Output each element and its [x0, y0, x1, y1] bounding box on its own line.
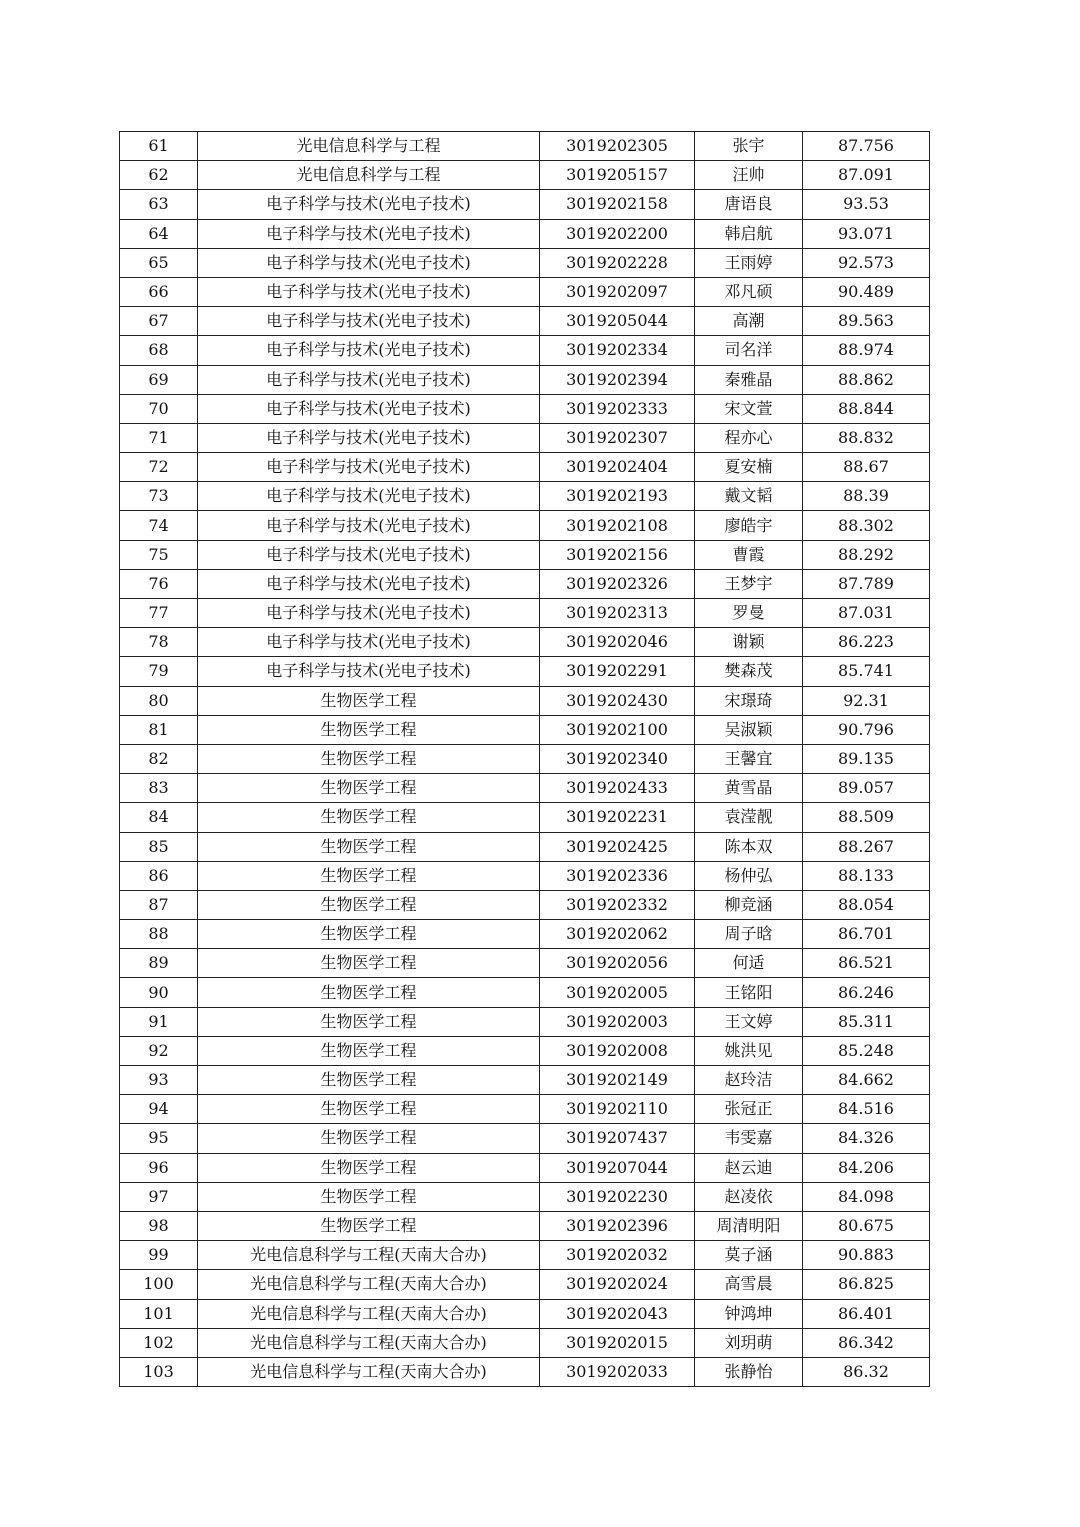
student-id-cell: 3019202307 — [540, 423, 695, 452]
student-id-cell: 3019202425 — [540, 832, 695, 861]
rank-cell: 76 — [120, 569, 198, 598]
student-id-cell: 3019202230 — [540, 1182, 695, 1211]
rank-cell: 87 — [120, 890, 198, 919]
score-cell: 87.031 — [803, 599, 930, 628]
table-row — [120, 920, 930, 949]
major-cell: 电子科学与技术(光电子技术) — [198, 394, 540, 423]
score-cell: 84.326 — [803, 1124, 930, 1153]
score-cell: 86.223 — [803, 628, 930, 657]
rank-cell: 61 — [120, 132, 198, 161]
student-name-cell: 赵云迪 — [695, 1153, 803, 1182]
student-id-cell: 3019202024 — [540, 1270, 695, 1299]
score-cell: 93.53 — [803, 190, 930, 219]
rank-cell: 68 — [120, 336, 198, 365]
student-id-cell: 3019205044 — [540, 307, 695, 336]
rank-cell: 80 — [120, 686, 198, 715]
major-cell: 生物医学工程 — [198, 832, 540, 861]
rank-cell: 85 — [120, 832, 198, 861]
student-id-cell: 3019202156 — [540, 540, 695, 569]
rank-cell: 62 — [120, 161, 198, 190]
score-cell: 88.133 — [803, 861, 930, 890]
table-row — [120, 1007, 930, 1036]
student-id-cell: 3019202005 — [540, 978, 695, 1007]
table-row — [120, 1124, 930, 1153]
student-id-cell: 3019202326 — [540, 569, 695, 598]
student-name-cell: 刘玥萌 — [695, 1328, 803, 1357]
student-name-cell: 罗曼 — [695, 599, 803, 628]
student-id-cell: 3019202433 — [540, 774, 695, 803]
major-cell: 电子科学与技术(光电子技术) — [198, 307, 540, 336]
major-cell: 生物医学工程 — [198, 744, 540, 773]
student-name-cell: 王梦宇 — [695, 569, 803, 598]
major-cell: 电子科学与技术(光电子技术) — [198, 540, 540, 569]
score-cell: 85.311 — [803, 1007, 930, 1036]
major-cell: 电子科学与技术(光电子技术) — [198, 423, 540, 452]
student-name-cell: 王雨婷 — [695, 248, 803, 277]
student-id-cell: 3019202394 — [540, 365, 695, 394]
student-id-cell: 3019207044 — [540, 1153, 695, 1182]
score-cell: 86.701 — [803, 920, 930, 949]
student-id-cell: 3019207437 — [540, 1124, 695, 1153]
table-row — [120, 540, 930, 569]
student-name-cell: 秦雅晶 — [695, 365, 803, 394]
student-name-cell: 戴文韬 — [695, 482, 803, 511]
student-name-cell: 韩启航 — [695, 219, 803, 248]
major-cell: 光电信息科学与工程 — [198, 161, 540, 190]
rank-cell: 79 — [120, 657, 198, 686]
score-cell: 86.521 — [803, 949, 930, 978]
score-cell: 90.883 — [803, 1241, 930, 1270]
score-cell: 88.292 — [803, 540, 930, 569]
score-cell: 88.054 — [803, 890, 930, 919]
rank-cell: 74 — [120, 511, 198, 540]
rank-cell: 65 — [120, 248, 198, 277]
table-row — [120, 248, 930, 277]
student-name-cell: 宋璟琦 — [695, 686, 803, 715]
table-row — [120, 190, 930, 219]
rank-cell: 81 — [120, 715, 198, 744]
rank-cell: 71 — [120, 423, 198, 452]
rank-cell: 73 — [120, 482, 198, 511]
student-name-cell: 王馨宜 — [695, 744, 803, 773]
student-name-cell: 宋文萱 — [695, 394, 803, 423]
student-id-cell: 3019202396 — [540, 1211, 695, 1240]
table-row — [120, 861, 930, 890]
rank-cell: 102 — [120, 1328, 198, 1357]
score-cell: 86.342 — [803, 1328, 930, 1357]
score-cell: 86.825 — [803, 1270, 930, 1299]
major-cell: 电子科学与技术(光电子技术) — [198, 365, 540, 394]
score-cell: 92.573 — [803, 248, 930, 277]
table-row — [120, 1328, 930, 1357]
major-cell: 生物医学工程 — [198, 861, 540, 890]
rank-cell: 78 — [120, 628, 198, 657]
table-row — [120, 365, 930, 394]
major-cell: 生物医学工程 — [198, 890, 540, 919]
major-cell: 电子科学与技术(光电子技术) — [198, 482, 540, 511]
score-cell: 84.662 — [803, 1066, 930, 1095]
rank-cell: 83 — [120, 774, 198, 803]
student-id-cell: 3019202032 — [540, 1241, 695, 1270]
student-id-cell: 3019202097 — [540, 277, 695, 306]
student-id-cell: 3019202149 — [540, 1066, 695, 1095]
student-name-cell: 曹霞 — [695, 540, 803, 569]
major-cell: 生物医学工程 — [198, 686, 540, 715]
table-row — [120, 511, 930, 540]
table-row — [120, 423, 930, 452]
major-cell: 光电信息科学与工程(天南大合办) — [198, 1328, 540, 1357]
score-cell: 85.248 — [803, 1036, 930, 1065]
table-row — [120, 1066, 930, 1095]
score-cell: 89.135 — [803, 744, 930, 773]
student-name-cell: 汪帅 — [695, 161, 803, 190]
student-name-cell: 姚洪见 — [695, 1036, 803, 1065]
table-row — [120, 1270, 930, 1299]
score-cell: 89.057 — [803, 774, 930, 803]
major-cell: 光电信息科学与工程(天南大合办) — [198, 1357, 540, 1386]
rank-cell: 94 — [120, 1095, 198, 1124]
student-id-cell: 3019202108 — [540, 511, 695, 540]
rank-cell: 92 — [120, 1036, 198, 1065]
table-row — [120, 949, 930, 978]
rank-cell: 70 — [120, 394, 198, 423]
major-cell: 电子科学与技术(光电子技术) — [198, 569, 540, 598]
score-cell: 88.832 — [803, 423, 930, 452]
major-cell: 电子科学与技术(光电子技术) — [198, 277, 540, 306]
table-row — [120, 1211, 930, 1240]
score-cell: 84.098 — [803, 1182, 930, 1211]
student-name-cell: 王铭阳 — [695, 978, 803, 1007]
major-cell: 电子科学与技术(光电子技术) — [198, 657, 540, 686]
student-name-cell: 柳竞涵 — [695, 890, 803, 919]
score-cell: 90.489 — [803, 277, 930, 306]
rank-cell: 101 — [120, 1299, 198, 1328]
table-row — [120, 1241, 930, 1270]
student-id-cell: 3019202231 — [540, 803, 695, 832]
student-id-cell: 3019202046 — [540, 628, 695, 657]
major-cell: 电子科学与技术(光电子技术) — [198, 599, 540, 628]
major-cell: 电子科学与技术(光电子技术) — [198, 219, 540, 248]
rank-cell: 99 — [120, 1241, 198, 1270]
table-row — [120, 336, 930, 365]
table-row — [120, 394, 930, 423]
student-name-cell: 唐语良 — [695, 190, 803, 219]
rank-cell: 100 — [120, 1270, 198, 1299]
student-name-cell: 夏安楠 — [695, 453, 803, 482]
student-id-cell: 3019205157 — [540, 161, 695, 190]
major-cell: 电子科学与技术(光电子技术) — [198, 511, 540, 540]
student-name-cell: 周子晗 — [695, 920, 803, 949]
table-row — [120, 686, 930, 715]
table-row — [120, 715, 930, 744]
student-id-cell: 3019202228 — [540, 248, 695, 277]
student-id-cell: 3019202313 — [540, 599, 695, 628]
student-id-cell: 3019202200 — [540, 219, 695, 248]
student-id-cell: 3019202100 — [540, 715, 695, 744]
table-row — [120, 277, 930, 306]
table-row — [120, 453, 930, 482]
rank-cell: 98 — [120, 1211, 198, 1240]
student-name-cell: 杨仲弘 — [695, 861, 803, 890]
major-cell: 生物医学工程 — [198, 920, 540, 949]
rank-cell: 67 — [120, 307, 198, 336]
table-row — [120, 832, 930, 861]
major-cell: 光电信息科学与工程(天南大合办) — [198, 1299, 540, 1328]
student-name-cell: 张冠正 — [695, 1095, 803, 1124]
major-cell: 电子科学与技术(光电子技术) — [198, 248, 540, 277]
student-name-cell: 王文婷 — [695, 1007, 803, 1036]
student-id-cell: 3019202340 — [540, 744, 695, 773]
student-name-cell: 陈本双 — [695, 832, 803, 861]
table-row — [120, 657, 930, 686]
student-name-cell: 谢颖 — [695, 628, 803, 657]
rank-cell: 95 — [120, 1124, 198, 1153]
score-cell: 88.509 — [803, 803, 930, 832]
student-id-cell: 3019202334 — [540, 336, 695, 365]
major-cell: 电子科学与技术(光电子技术) — [198, 336, 540, 365]
student-id-cell: 3019202193 — [540, 482, 695, 511]
score-cell: 84.206 — [803, 1153, 930, 1182]
score-cell: 86.401 — [803, 1299, 930, 1328]
student-id-cell: 3019202110 — [540, 1095, 695, 1124]
score-cell: 87.789 — [803, 569, 930, 598]
table-row — [120, 1153, 930, 1182]
major-cell: 生物医学工程 — [198, 1066, 540, 1095]
rank-cell: 88 — [120, 920, 198, 949]
rank-cell: 86 — [120, 861, 198, 890]
table-row — [120, 219, 930, 248]
student-id-cell: 3019202056 — [540, 949, 695, 978]
student-name-cell: 程亦心 — [695, 423, 803, 452]
rank-cell: 77 — [120, 599, 198, 628]
table-row — [120, 132, 930, 161]
score-cell: 88.39 — [803, 482, 930, 511]
student-name-cell: 袁滢靓 — [695, 803, 803, 832]
student-id-cell: 3019202404 — [540, 453, 695, 482]
student-id-cell: 3019202332 — [540, 890, 695, 919]
table-row — [120, 978, 930, 1007]
major-cell: 电子科学与技术(光电子技术) — [198, 190, 540, 219]
rank-cell: 93 — [120, 1066, 198, 1095]
score-cell: 80.675 — [803, 1211, 930, 1240]
major-cell: 电子科学与技术(光电子技术) — [198, 453, 540, 482]
major-cell: 生物医学工程 — [198, 949, 540, 978]
table-row — [120, 1036, 930, 1065]
major-cell: 生物医学工程 — [198, 1036, 540, 1065]
student-id-cell: 3019202158 — [540, 190, 695, 219]
major-cell: 生物医学工程 — [198, 715, 540, 744]
student-name-cell: 高潮 — [695, 307, 803, 336]
student-name-cell: 张静怡 — [695, 1357, 803, 1386]
major-cell: 光电信息科学与工程(天南大合办) — [198, 1241, 540, 1270]
table-row — [120, 1182, 930, 1211]
score-cell: 88.67 — [803, 453, 930, 482]
major-cell: 生物医学工程 — [198, 1153, 540, 1182]
major-cell: 生物医学工程 — [198, 978, 540, 1007]
score-cell: 84.516 — [803, 1095, 930, 1124]
major-cell: 生物医学工程 — [198, 1007, 540, 1036]
score-cell: 90.796 — [803, 715, 930, 744]
score-table — [119, 131, 930, 1387]
table-row — [120, 307, 930, 336]
major-cell: 生物医学工程 — [198, 1124, 540, 1153]
table-row — [120, 599, 930, 628]
student-name-cell: 韦雯嘉 — [695, 1124, 803, 1153]
student-id-cell: 3019202033 — [540, 1357, 695, 1386]
student-id-cell: 3019202062 — [540, 920, 695, 949]
score-cell: 93.071 — [803, 219, 930, 248]
student-name-cell: 赵凌依 — [695, 1182, 803, 1211]
table-row — [120, 774, 930, 803]
student-name-cell: 黄雪晶 — [695, 774, 803, 803]
rank-cell: 96 — [120, 1153, 198, 1182]
major-cell: 生物医学工程 — [198, 803, 540, 832]
student-id-cell: 3019202336 — [540, 861, 695, 890]
rank-cell: 63 — [120, 190, 198, 219]
table-row — [120, 890, 930, 919]
student-name-cell: 吴淑颖 — [695, 715, 803, 744]
student-name-cell: 周清明阳 — [695, 1211, 803, 1240]
rank-cell: 72 — [120, 453, 198, 482]
student-id-cell: 3019202291 — [540, 657, 695, 686]
student-name-cell: 莫子涵 — [695, 1241, 803, 1270]
student-name-cell: 廖皓宇 — [695, 511, 803, 540]
score-cell: 86.246 — [803, 978, 930, 1007]
rank-cell: 89 — [120, 949, 198, 978]
table-row — [120, 803, 930, 832]
student-id-cell: 3019202003 — [540, 1007, 695, 1036]
student-name-cell: 邓凡硕 — [695, 277, 803, 306]
rank-cell: 66 — [120, 277, 198, 306]
rank-cell: 64 — [120, 219, 198, 248]
student-name-cell: 司名洋 — [695, 336, 803, 365]
table-row — [120, 1357, 930, 1386]
score-cell: 85.741 — [803, 657, 930, 686]
major-cell: 生物医学工程 — [198, 1182, 540, 1211]
score-cell: 89.563 — [803, 307, 930, 336]
rank-cell: 91 — [120, 1007, 198, 1036]
score-cell: 87.756 — [803, 132, 930, 161]
student-name-cell: 张宇 — [695, 132, 803, 161]
student-name-cell: 何适 — [695, 949, 803, 978]
table-body — [120, 132, 930, 1387]
score-cell: 86.32 — [803, 1357, 930, 1386]
score-cell: 88.844 — [803, 394, 930, 423]
table-row — [120, 628, 930, 657]
rank-cell: 90 — [120, 978, 198, 1007]
major-cell: 电子科学与技术(光电子技术) — [198, 628, 540, 657]
major-cell: 生物医学工程 — [198, 774, 540, 803]
major-cell: 生物医学工程 — [198, 1211, 540, 1240]
student-name-cell: 赵玲洁 — [695, 1066, 803, 1095]
student-name-cell: 高雪晨 — [695, 1270, 803, 1299]
student-name-cell: 樊森茂 — [695, 657, 803, 686]
score-cell: 88.267 — [803, 832, 930, 861]
score-cell: 87.091 — [803, 161, 930, 190]
table-row — [120, 482, 930, 511]
rank-cell: 84 — [120, 803, 198, 832]
rank-cell: 82 — [120, 744, 198, 773]
student-name-cell: 钟鸿坤 — [695, 1299, 803, 1328]
student-id-cell: 3019202015 — [540, 1328, 695, 1357]
rank-cell: 75 — [120, 540, 198, 569]
score-cell: 88.302 — [803, 511, 930, 540]
table-row — [120, 1095, 930, 1124]
student-id-cell: 3019202043 — [540, 1299, 695, 1328]
table-row — [120, 744, 930, 773]
table-row — [120, 161, 930, 190]
score-cell: 88.862 — [803, 365, 930, 394]
table-row — [120, 1299, 930, 1328]
score-cell: 92.31 — [803, 686, 930, 715]
major-cell: 光电信息科学与工程 — [198, 132, 540, 161]
score-cell: 88.974 — [803, 336, 930, 365]
student-id-cell: 3019202430 — [540, 686, 695, 715]
student-id-cell: 3019202333 — [540, 394, 695, 423]
major-cell: 生物医学工程 — [198, 1095, 540, 1124]
student-id-cell: 3019202008 — [540, 1036, 695, 1065]
rank-cell: 97 — [120, 1182, 198, 1211]
rank-cell: 103 — [120, 1357, 198, 1386]
rank-cell: 69 — [120, 365, 198, 394]
student-id-cell: 3019202305 — [540, 132, 695, 161]
table-row — [120, 569, 930, 598]
major-cell: 光电信息科学与工程(天南大合办) — [198, 1270, 540, 1299]
